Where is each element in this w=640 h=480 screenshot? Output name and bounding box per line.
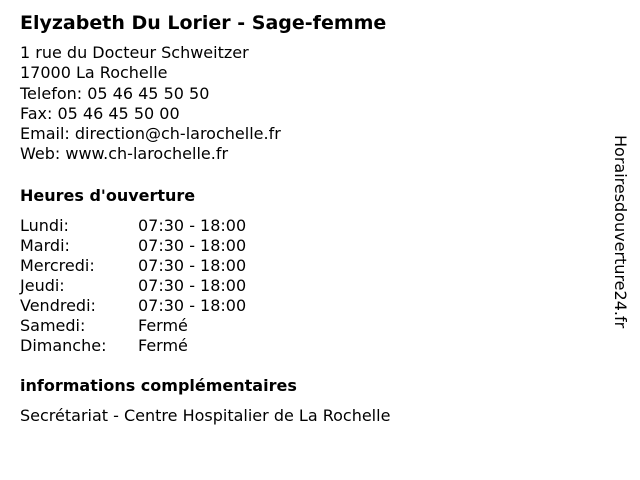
opening-hours-table [20, 216, 590, 356]
hours-row-lundi [20, 216, 590, 236]
city-address: 17000 La Rochelle [20, 63, 168, 83]
hours-day: Samedi: [20, 315, 86, 335]
hours-day: Lundi: [20, 215, 69, 235]
hours-day: Mercredi: [20, 255, 95, 275]
phone-number: Telefon: 05 46 45 50 50 [20, 83, 210, 103]
listing-card [20, 10, 590, 426]
hours-time: 07:30 - 18:00 [138, 275, 247, 295]
hours-row-dimanche [20, 336, 590, 356]
page-title: Elyzabeth Du Lorier - Sage-femme [20, 12, 387, 34]
hours-row-vendredi [20, 296, 590, 316]
hours-row-samedi [20, 316, 590, 336]
hours-time: 07:30 - 18:00 [138, 235, 247, 255]
email-address: Email: direction@ch-larochelle.fr [20, 124, 281, 144]
hours-day: Vendredi: [20, 295, 96, 315]
hours-row-jeudi [20, 276, 590, 296]
hours-heading: Heures d'ouverture [20, 185, 196, 205]
fax-number: Fax: 05 46 45 50 00 [20, 103, 180, 123]
hours-time: 07:30 - 18:00 [138, 255, 247, 275]
info-heading: informations complémentaires [20, 375, 297, 395]
hours-day: Mardi: [20, 235, 70, 255]
site-watermark: Horairesdouverture24.fr [611, 135, 630, 329]
hours-row-mercredi [20, 256, 590, 276]
hours-time: Fermé [138, 315, 188, 335]
hours-time: 07:30 - 18:00 [138, 215, 247, 235]
hours-row-mardi [20, 236, 590, 256]
contact-block [20, 43, 590, 165]
website: Web: www.ch-larochelle.fr [20, 144, 229, 164]
street-address: 1 rue du Docteur Schweitzer [20, 43, 249, 62]
hours-time: 07:30 - 18:00 [138, 295, 247, 315]
hours-day: Jeudi: [20, 275, 65, 295]
hours-time: Fermé [138, 335, 188, 355]
info-text: Secrétariat - Centre Hospitalier de La Rochelle [20, 405, 391, 425]
hours-day: Dimanche: [20, 335, 107, 355]
